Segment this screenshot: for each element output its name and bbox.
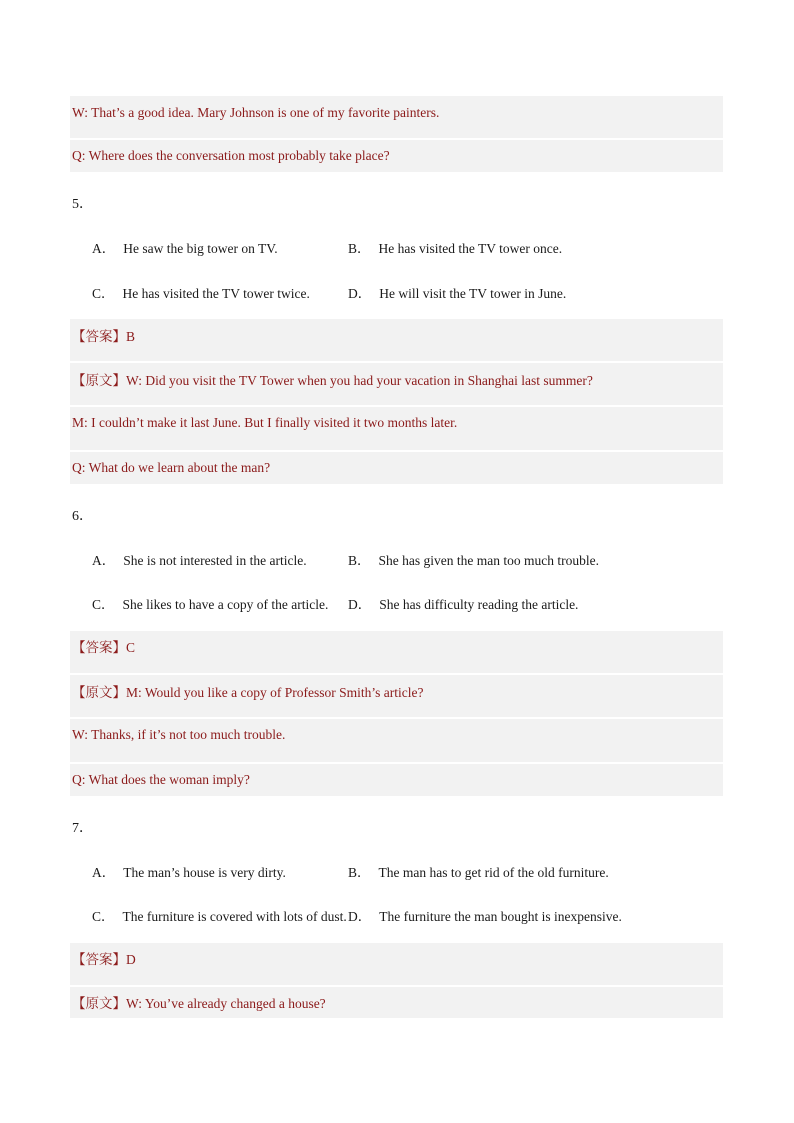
answer-line: 【答案】C: [72, 640, 136, 655]
answer-block-5: [70, 319, 723, 484]
option-7a[interactable]: [92, 861, 286, 881]
option-letter: D．: [348, 597, 372, 612]
question-number-5: 5．: [72, 197, 93, 212]
transcript-divider: [70, 138, 723, 140]
option-7c[interactable]: [92, 905, 347, 925]
option-text: The man’s house is very dirty.: [123, 865, 286, 880]
option-letter: B．: [348, 553, 371, 568]
transcript-divider: [70, 450, 723, 452]
option-letter: D．: [348, 909, 372, 924]
option-letter: A．: [92, 553, 116, 568]
option-6b[interactable]: [348, 549, 599, 569]
option-6c[interactable]: [92, 593, 328, 613]
option-text: He will visit the TV tower in June.: [379, 286, 567, 301]
option-text: She has difficulty reading the article.: [379, 597, 579, 612]
transcript-line: 【原文】W: Did you visit the TV Tower when you had your vacation in Shanghai last summer?: [72, 373, 593, 388]
option-letter: A．: [92, 241, 116, 256]
option-5d[interactable]: [348, 282, 566, 302]
transcript-divider: [70, 405, 723, 407]
option-letter: B．: [348, 865, 371, 880]
transcript-block-top: [70, 96, 723, 172]
option-text: She has given the man too much trouble.: [378, 553, 599, 568]
transcript-line: Q: Where does the conversation most probably take place?: [72, 148, 390, 163]
option-5a[interactable]: [92, 237, 278, 257]
option-text: He saw the big tower on TV.: [123, 241, 278, 256]
option-text: He has visited the TV tower twice.: [122, 286, 310, 301]
answer-line: 【答案】D: [72, 952, 136, 967]
option-6a[interactable]: [92, 549, 307, 569]
transcript-divider: [70, 985, 723, 987]
transcript-line: M: I couldn’t make it last June. But I finally visited it two months later.: [72, 415, 458, 430]
transcript-line: Q: What do we learn about the man?: [72, 460, 271, 475]
transcript-line: 【原文】M: Would you like a copy of Professor Smith’s article?: [72, 685, 424, 700]
option-6d[interactable]: [348, 593, 578, 613]
option-text: The furniture is covered with lots of dust.: [122, 909, 347, 924]
option-text: He has visited the TV tower once.: [378, 241, 563, 256]
option-letter: D．: [348, 286, 372, 301]
option-5c[interactable]: [92, 282, 310, 302]
question-number-6: 6．: [72, 509, 93, 524]
option-text: She is not interested in the article.: [123, 553, 307, 568]
question-number-7: 7．: [72, 821, 93, 836]
transcript-line: W: Thanks, if it’s not too much trouble.: [72, 727, 286, 742]
transcript-divider: [70, 762, 723, 764]
answer-block-6: [70, 631, 723, 796]
transcript-divider: [70, 361, 723, 363]
option-text: The furniture the man bought is inexpensive.: [379, 909, 622, 924]
option-letter: B．: [348, 241, 371, 256]
option-letter: C．: [92, 286, 115, 301]
option-text: The man has to get rid of the old furniture.: [378, 865, 609, 880]
option-text: She likes to have a copy of the article.: [122, 597, 329, 612]
option-letter: A．: [92, 865, 116, 880]
option-5b[interactable]: [348, 237, 562, 257]
transcript-line: W: That’s a good idea. Mary Johnson is one of my favorite painters.: [72, 105, 440, 120]
option-letter: C．: [92, 597, 115, 612]
transcript-line: Q: What does the woman imply?: [72, 772, 250, 787]
transcript-line: 【原文】W: You’ve already changed a house?: [72, 996, 326, 1011]
answer-block-7: [70, 943, 723, 1018]
transcript-divider: [70, 717, 723, 719]
option-letter: C．: [92, 909, 115, 924]
option-7d[interactable]: [348, 905, 622, 925]
answer-line: 【答案】B: [72, 329, 136, 344]
transcript-divider: [70, 673, 723, 675]
option-7b[interactable]: [348, 861, 609, 881]
